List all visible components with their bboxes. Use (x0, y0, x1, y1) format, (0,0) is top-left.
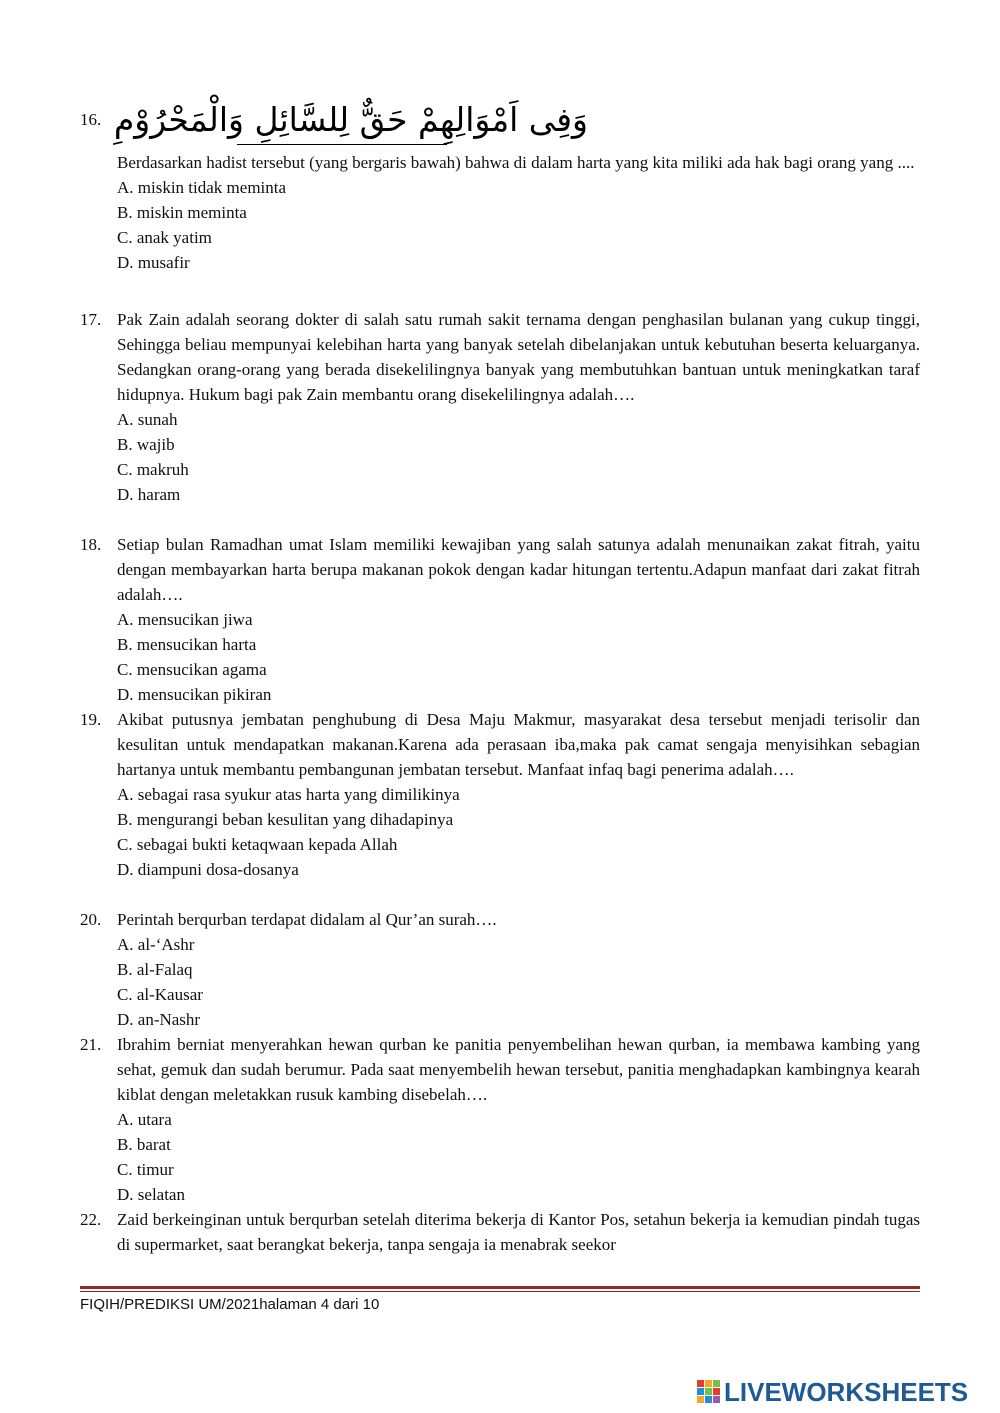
option-d[interactable]: D. diampuni dosa-dosanya (117, 860, 299, 879)
question-text: Ibrahim berniat menyerahkan hewan qurban ke panitia penyembelihan hewan qurban, ia membawa kambing yang sehat, gemuk dan sudah berumur. Pada saat menyembelih hewan tersebut, panitia menghadapkan kambingnya kearah kiblat dengan meletakkan rusuk kambing disebelah…. (117, 1035, 920, 1104)
option-c[interactable]: C. makruh (117, 460, 189, 479)
question-16 (117, 150, 920, 275)
option-d[interactable]: D. haram (117, 485, 181, 504)
option-d[interactable]: D. musafir (117, 253, 190, 272)
question-text: Perintah berqurban terdapat didalam al Qur’an surah…. (117, 910, 497, 929)
page-footer: FIQIH/PREDIKSI UM/2021halaman 4 dari 10 (80, 1296, 380, 1313)
question-text: Akibat putusnya jembatan penghubung di Desa Maju Makmur, masyarakat desa tersebut menjadi terisolir dan kesulitan untuk mendapatkan makanan.Karena ada perasaan iba,maka pak camat sengaja menyisihkan sebagian hartanya untuk membantu pembangunan jembatan tersebut. Manfaat infaq bagi penerima adalah…. (117, 710, 920, 779)
option-b[interactable]: B. barat (117, 1135, 171, 1154)
question-number: 18. (80, 535, 102, 554)
option-b[interactable]: B. wajib (117, 435, 175, 454)
verse-underline (237, 144, 447, 145)
option-a[interactable]: A. sebagai rasa syukur atas harta yang dimilikinya (117, 785, 460, 804)
option-a[interactable]: A. mensucikan jiwa (117, 610, 253, 629)
option-b[interactable]: B. mengurangi beban kesulitan yang dihadapinya (117, 810, 454, 829)
option-c[interactable]: C. al-Kausar (117, 985, 203, 1004)
arabic-verse: وَفِى اَمْوَالِهِمْ حَقٌّ لِلسَّائِلِ وَالْمَحْرُوْمِ (113, 100, 588, 139)
option-a[interactable]: A. miskin tidak meminta (117, 178, 287, 197)
question-17 (80, 307, 920, 507)
question-number: 19. (80, 710, 102, 729)
option-c[interactable]: C. anak yatim (117, 228, 212, 247)
option-a[interactable]: A. sunah (117, 410, 178, 429)
question-text: Pak Zain adalah seorang dokter di salah satu rumah sakit ternama dengan penghasilan bulanan yang cukup tinggi, Sehingga beliau mempunyai kelebihan harta yang banyak setelah dibelanjakan untuk kebutuhan beserta keluarganya. Sedangkan orang-orang yang berada disekelilingnya banyak yang membutuhkan bantuan untuk meningkatkan taraf hidupnya. Hukum bagi pak Zain membantu orang disekelilingnya adalah…. (117, 310, 920, 404)
question-20 (80, 907, 920, 1032)
option-d[interactable]: D. selatan (117, 1185, 185, 1204)
logo-text: LIVEWORKSHEETS (724, 1377, 969, 1407)
option-d[interactable]: D. an-Nashr (117, 1010, 201, 1029)
option-b[interactable]: B. miskin meminta (117, 203, 247, 222)
footer-rule-thick (80, 1286, 920, 1289)
option-c[interactable]: C. mensucikan agama (117, 660, 267, 679)
option-a[interactable]: A. al-‘Ashr (117, 935, 195, 954)
option-a[interactable]: A. utara (117, 1110, 172, 1129)
option-d[interactable]: D. mensucikan pikiran (117, 685, 272, 704)
question-18 (80, 532, 920, 707)
question-number: 16. (80, 110, 102, 129)
question-19 (80, 707, 920, 882)
question-21 (80, 1032, 920, 1207)
question-text: Zaid berkeinginan untuk berqurban setelah diterima bekerja di Kantor Pos, setahun bekerja ia kemudian pindah tugas di supermarket, saat berangkat bekerja, tanpa sengaja ia menabrak seekor (117, 1210, 920, 1254)
option-b[interactable]: B. al-Falaq (117, 960, 193, 979)
logo-grid-icon (697, 1380, 721, 1404)
option-b[interactable]: B. mensucikan harta (117, 635, 257, 654)
option-c[interactable]: C. timur (117, 1160, 174, 1179)
question-number: 22. (80, 1210, 102, 1229)
question-16-header (80, 92, 920, 152)
option-c[interactable]: C. sebagai bukti ketaqwaan kepada Allah (117, 835, 398, 854)
question-number: 21. (80, 1035, 102, 1054)
question-text: Setiap bulan Ramadhan umat Islam memiliki kewajiban yang salah satunya adalah menunaikan zakat fitrah, yaitu dengan membayarkan harta berupa makanan pokok dengan kadar hitungan tertentu.Adapun manfaat dari zakat fitrah adalah…. (117, 535, 920, 604)
question-number: 17. (80, 310, 102, 329)
question-text: Berdasarkan hadist tersebut (yang bergaris bawah) bahwa di dalam harta yang kita miliki ada hak bagi orang yang .... (117, 153, 915, 172)
footer-rule-thin (80, 1291, 920, 1292)
question-number: 20. (80, 910, 102, 929)
question-22 (80, 1207, 920, 1257)
